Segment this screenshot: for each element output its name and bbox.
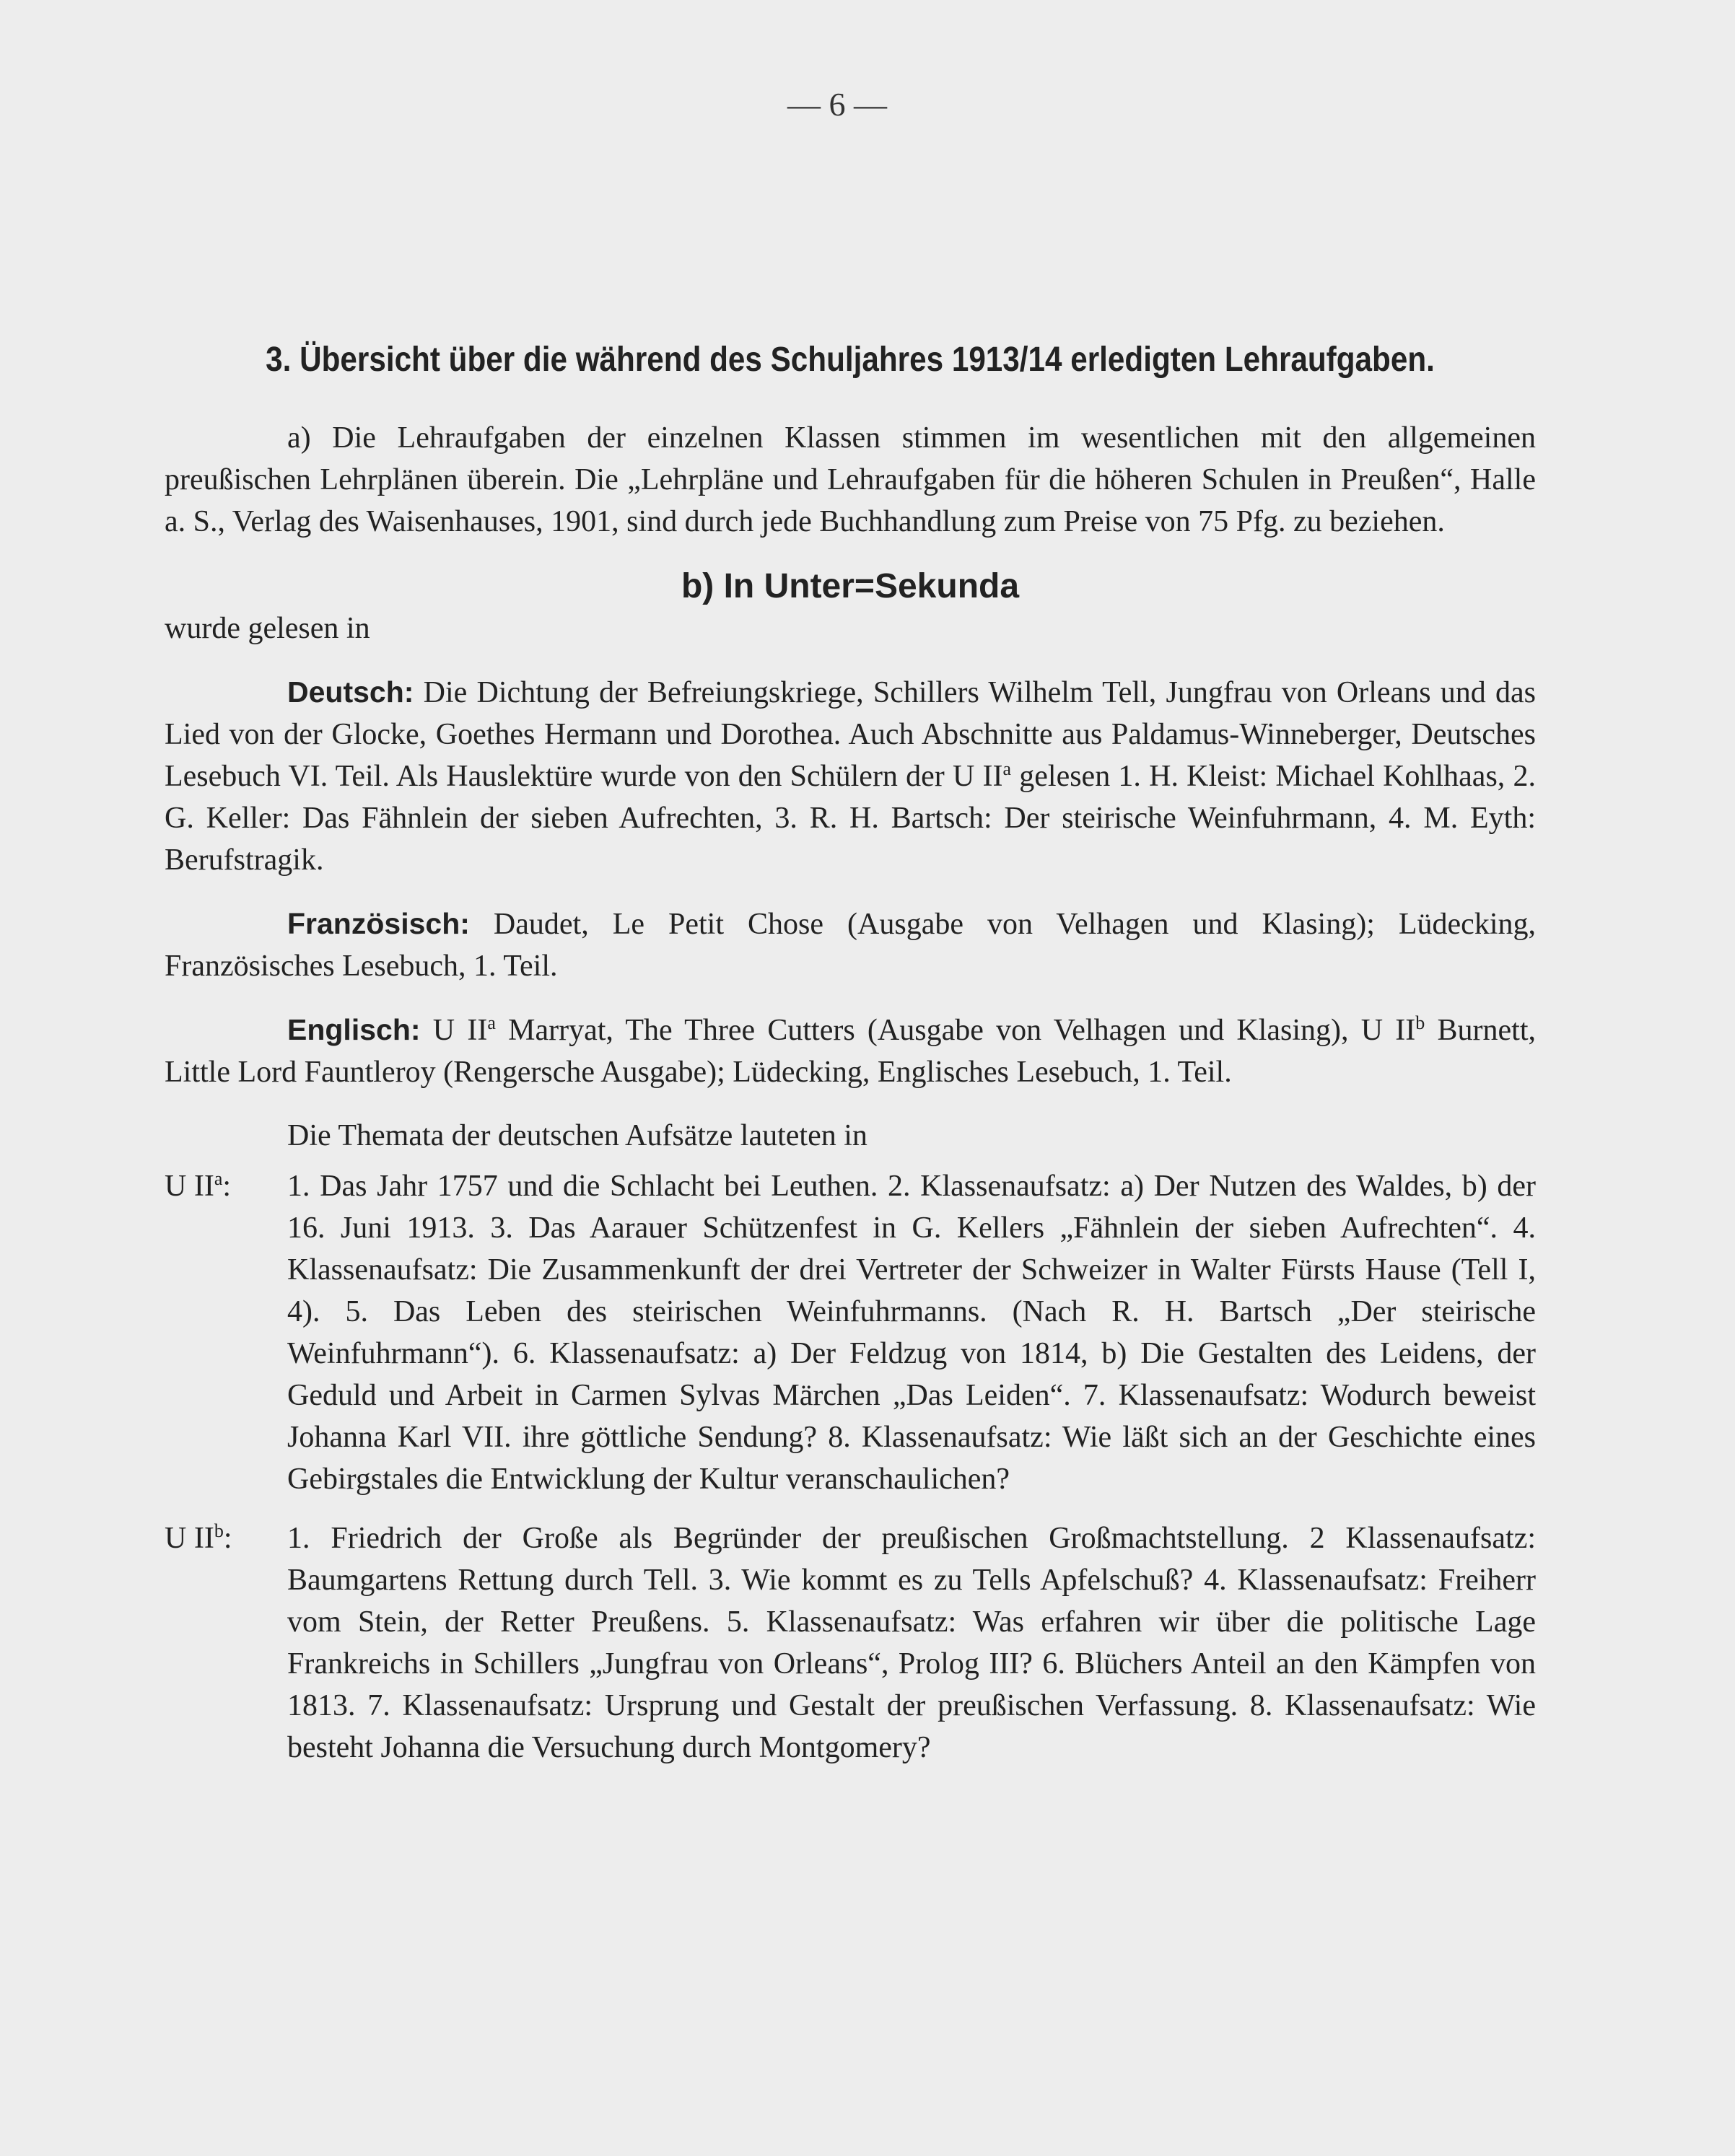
paragraph-englisch (165, 1009, 1536, 1093)
englisch-sup-1: a (487, 1012, 496, 1033)
themata-class: U II (165, 1522, 214, 1555)
deutsch-text-2: gelesen 1. H. Kleist: Michael Kohlhaas, 2. G. Keller: Das Fähnlein der sieben Aufrechten, 3. R. H. Bartsch: Der steirische Weinfuhrmann, 4. M. Eyth: Berufstragik. (165, 760, 1536, 877)
deutsch-sup: a (1002, 758, 1012, 779)
paragraph-a (165, 417, 1536, 543)
page-number: — 6 — (787, 86, 887, 123)
page-content (165, 317, 1536, 1786)
englisch-text-2: Marryat, The Three Cutters (Ausgabe von Velhagen und Klasing), U II (495, 1014, 1416, 1047)
deutsch-label: Deutsch: (287, 675, 414, 709)
paragraph-a-label: a) (287, 421, 311, 455)
englisch-label: Englisch: (287, 1013, 421, 1046)
themata-class-suffix: : (223, 1522, 232, 1555)
themata-text: 1. Friedrich der Große als Begründer der preußischen Großmachtstellung. 2 Klassenaufsatz: Baumgartens Rettung durch Tell. 3. Wie kommt es zu Tells Apfelschuß? 4. Klassenaufsatz: Freiherr vom Stein, der Retter Preußens. 5. Klassenaufsatz: Was erfahren wir über die politische Lage Frankreichs in Schillers „Jungfrau von Orleans“, Prolog III? 6. Blüchers Anteil an den Kämpfen von 1813. 7. Klassenaufsatz: Ursprung und Gestalt der preußischen Verfassung. 8. Klassenaufsatz: Wie besteht Johanna die Versuchung durch Montgomery? (287, 1522, 1536, 1764)
themata-class-label (165, 1165, 287, 1500)
section-title: 3. Übersicht über die während des Schuljahres 1913/14 erledigten Lehraufgaben. (266, 341, 1435, 379)
themata-text: 1. Das Jahr 1757 und die Schlacht bei Leuthen. 2. Klassenaufsatz: a) Der Nutzen des Waldes, b) der 16. Juni 1913. 3. Das Aarauer Schützenfest in G. Kellers „Fähnlein der sieben Aufrechten“. 4. Klassenaufsatz: Die Zusammenkunft der drei Vertreter der Schweizer in Walter Fürsts Hause (Tell I, 4). 5. Das Leben des steirischen Weinfuhrmanns. (Nach R. H. Bartsch „Der steirische Weinfuhrmann“). 6. Klassenaufsatz: a) Der Feldzug von 1814, b) Die Gestalten des Leidens, der Geduld und Arbeit in Carmen Sylvas Märchen „Das Leiden“. 7. Klassenaufsatz: Wodurch beweist Johanna Karl VII. ihre göttliche Sendung? 8. Klassenaufsatz: Wie läßt sich an der Geschichte eines Gebirgstales die Entwicklung der Kultur veranschaulichen? (287, 1170, 1536, 1496)
themata-class-sup: b (214, 1520, 224, 1541)
paragraph-deutsch (165, 671, 1536, 881)
subsection-title: b) In Unter=Sekunda (681, 567, 1020, 605)
themata-row (165, 1165, 1536, 1500)
reading-intro: wurde gelesen in (165, 612, 370, 645)
paragraph-a-text: Die Lehraufgaben der einzelnen Klassen stimmen im wesentlichen mit den allgemeinen preußischen Lehrplänen überein. Die „Lehrpläne und Lehraufgaben für die höheren Schulen in Preußen“, Halle a. S., Verlag des Waisenhauses, 1901, sind durch jede Buchhandlung zum Preise von 75 Pfg. zu beziehen. (165, 421, 1536, 538)
englisch-text-1: U II (432, 1014, 488, 1047)
themata-row (165, 1517, 1536, 1769)
englisch-sup-2: b (1415, 1012, 1425, 1033)
themata-class: U II (165, 1170, 214, 1203)
paragraph-franzoesisch (165, 903, 1536, 987)
themata-intro: Die Themata der deutschen Aufsätze lauteten in (287, 1119, 868, 1152)
franzoesisch-label: Französisch: (287, 907, 470, 940)
themata-class-label (165, 1517, 287, 1769)
deutsch-text-1: Die Dichtung der Befreiungskriege, Schillers Wilhelm Tell, Jungfrau von Orleans und das Lied von der Glocke, Goethes Hermann und Dorothea. Auch Abschnitte aus Paldamus-Winneberger, Deutsches Lesebuch VI. Teil. Als Hauslektüre wurde von den Schülern der U II (165, 676, 1536, 793)
englisch-text-3: Burnett, Little Lord Fauntleroy (Rengersche Ausgabe); Lüdecking, Englisches Lesebuch, 1. Teil. (165, 1014, 1537, 1089)
franzoesisch-text: Daudet, Le Petit Chose (Ausgabe von Velhagen und Klasing); Lüdecking, Französisches Lesebuch, 1. Teil. (165, 908, 1536, 983)
themata-class-suffix: : (222, 1170, 232, 1203)
themata-class-sup: a (214, 1168, 223, 1189)
